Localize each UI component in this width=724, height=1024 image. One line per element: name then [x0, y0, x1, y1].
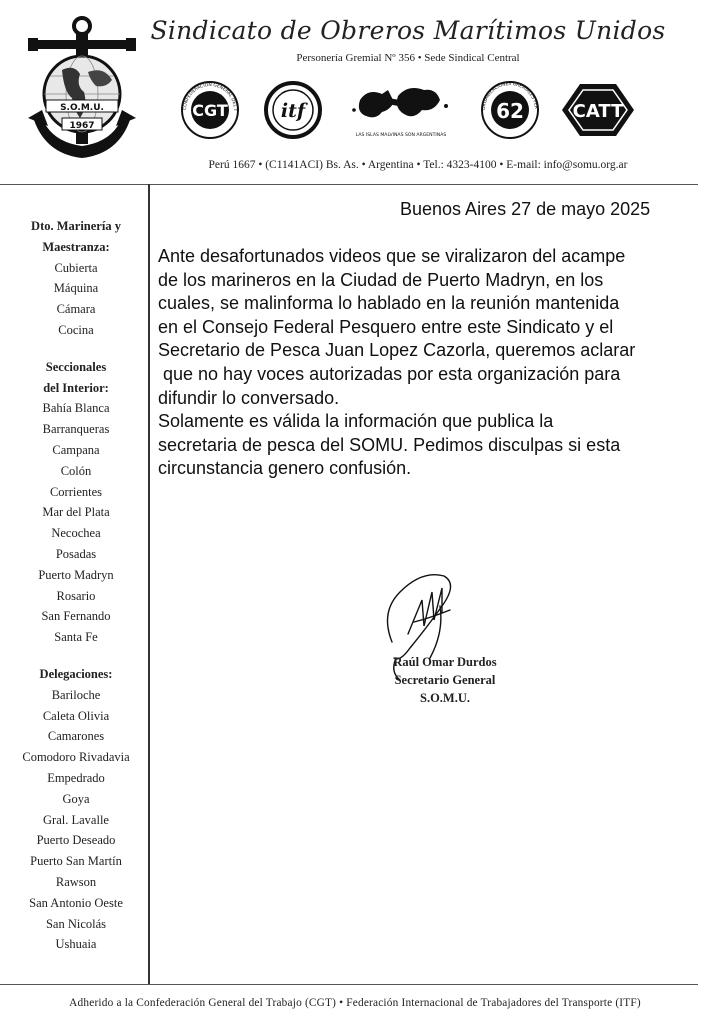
cgt-logo-text: CGT — [192, 101, 228, 120]
62-logo-text: 62 — [496, 99, 524, 123]
sidebar-item: Rosario — [56, 588, 96, 603]
sidebar-item: Colón — [60, 463, 92, 478]
organization-title: Sindicato de Obreros Marítimos Unidos — [150, 16, 666, 45]
sidebar-item: San Antonio Oeste — [29, 895, 123, 910]
sidebar-item: Cámara — [56, 302, 96, 317]
sidebar-item: Campana — [52, 442, 100, 457]
sidebar-item: Bahía Blanca — [42, 401, 110, 416]
sidebar-branches — [6, 216, 146, 955]
malvinas-caption-text: LAS ISLAS MALVINAS SON ARGENTINAS — [355, 133, 447, 138]
sidebar-item: Ushuaia — [55, 937, 97, 952]
sidebar-section-delegaciones — [6, 664, 146, 955]
sidebar-item: Empedrado — [47, 770, 105, 785]
sidebar-item: Goya — [62, 791, 90, 806]
62-ring-text: ORGANIZACIONES GREMIALES PER — [481, 81, 539, 111]
footer-affiliations: Adherido a la Confederación General del Trabajo (CGT) • Federación Internacional de Trabajadores del Transporte (ITF) — [69, 997, 641, 1009]
organization-subtitle: Personería Gremial Nº 356 • Sede Sindical Central — [296, 52, 520, 64]
emblem-year-text: 1967 — [69, 121, 95, 131]
letter-line: cuales, se malinforma lo hablado en la reunión mantenida — [158, 293, 620, 314]
letter-line: Solamente es válida la información que publica la — [158, 411, 554, 432]
sidebar-item: Gral. Lavalle — [43, 812, 109, 827]
letter-body — [158, 245, 714, 481]
letter-date: Buenos Aires 27 de mayo 2025 — [400, 199, 651, 219]
sidebar-item: Posadas — [55, 546, 97, 561]
signatory-title: Secretario General — [394, 673, 496, 687]
sidebar-item: Mar del Plata — [42, 505, 110, 520]
signatory-org: S.O.M.U. — [420, 691, 470, 705]
letter-line: Secretario de Pesca Juan Lopez Cazorla, queremos aclarar — [158, 340, 636, 361]
sidebar-item: San Fernando — [41, 609, 111, 624]
62-organizaciones-logo — [478, 80, 542, 140]
sidebar-item: Rawson — [55, 874, 97, 889]
sidebar-section-marineria — [6, 216, 146, 341]
contact-info: Perú 1667 • (C1141ACI) Bs. As. • Argentina • Tel.: 4323-4100 • E-mail: info@somu.org.ar — [208, 159, 628, 171]
sidebar-section-seccionales — [6, 357, 146, 648]
sidebar-heading: Delegaciones: — [39, 666, 113, 681]
malvinas-islands-map — [342, 80, 460, 140]
sidebar-item: Necochea — [51, 526, 101, 541]
sidebar-item: San Nicolás — [45, 916, 107, 931]
letter-line: secretaria de pesca del SOMU. Pedimos disculpas si esta — [158, 434, 621, 455]
emblem-name-text: S.O.M.U. — [60, 103, 104, 113]
letter-line: en el Consejo Federal Pesquero entre este Sindicato y el — [158, 316, 614, 337]
cgt-logo — [178, 80, 242, 140]
sidebar-item: Máquina — [53, 281, 99, 296]
sidebar-item: Caleta Olivia — [42, 708, 110, 723]
letter-line: que no hay voces autorizadas por esta organización para — [158, 363, 621, 384]
signature-block — [380, 653, 510, 707]
somu-anchor-emblem — [26, 14, 138, 170]
letter-line: de los marineros en la Ciudad de Puerto Madryn, en los — [158, 269, 604, 290]
sidebar-item: Bariloche — [51, 687, 101, 702]
header-divider — [0, 184, 698, 185]
letter-line: difundir lo conversado. — [158, 387, 340, 408]
footer-divider — [0, 984, 698, 985]
sidebar-heading: del Interior: — [43, 380, 109, 395]
sidebar-item: Comodoro Rivadavia — [22, 750, 130, 765]
sidebar-item: Puerto Deseado — [36, 833, 116, 848]
sidebar-item: Puerto San Martín — [30, 854, 122, 869]
sidebar-item: Puerto Madryn — [38, 567, 114, 582]
sidebar-item: Cubierta — [54, 260, 98, 275]
sidebar-item: Santa Fe — [54, 630, 98, 645]
cgt-ring-text: CONFEDERACION GENERAL DEL T — [182, 82, 238, 112]
sidebar-item: Barranqueras — [42, 422, 110, 437]
sidebar-heading: Dto. Marinería y — [31, 219, 121, 233]
sidebar-heading: Maestranza: — [42, 239, 110, 254]
letter-line: Ante desafortunados videos que se viralizaron del acampe — [158, 246, 626, 266]
itf-logo — [262, 80, 324, 140]
letter-line: circunstancia genero confusión. — [158, 458, 412, 479]
itf-logo-text: itf — [280, 100, 306, 122]
sidebar-item: Corrientes — [49, 484, 103, 499]
sidebar-item: Cocina — [58, 322, 94, 337]
catt-logo-text: CATT — [572, 101, 624, 122]
signatory-name: Raúl Omar Durdos — [393, 655, 497, 669]
catt-logo — [560, 80, 636, 140]
sidebar-heading: Seccionales — [45, 359, 107, 374]
sidebar-divider — [148, 184, 150, 984]
sidebar-item: Camarones — [47, 729, 105, 744]
